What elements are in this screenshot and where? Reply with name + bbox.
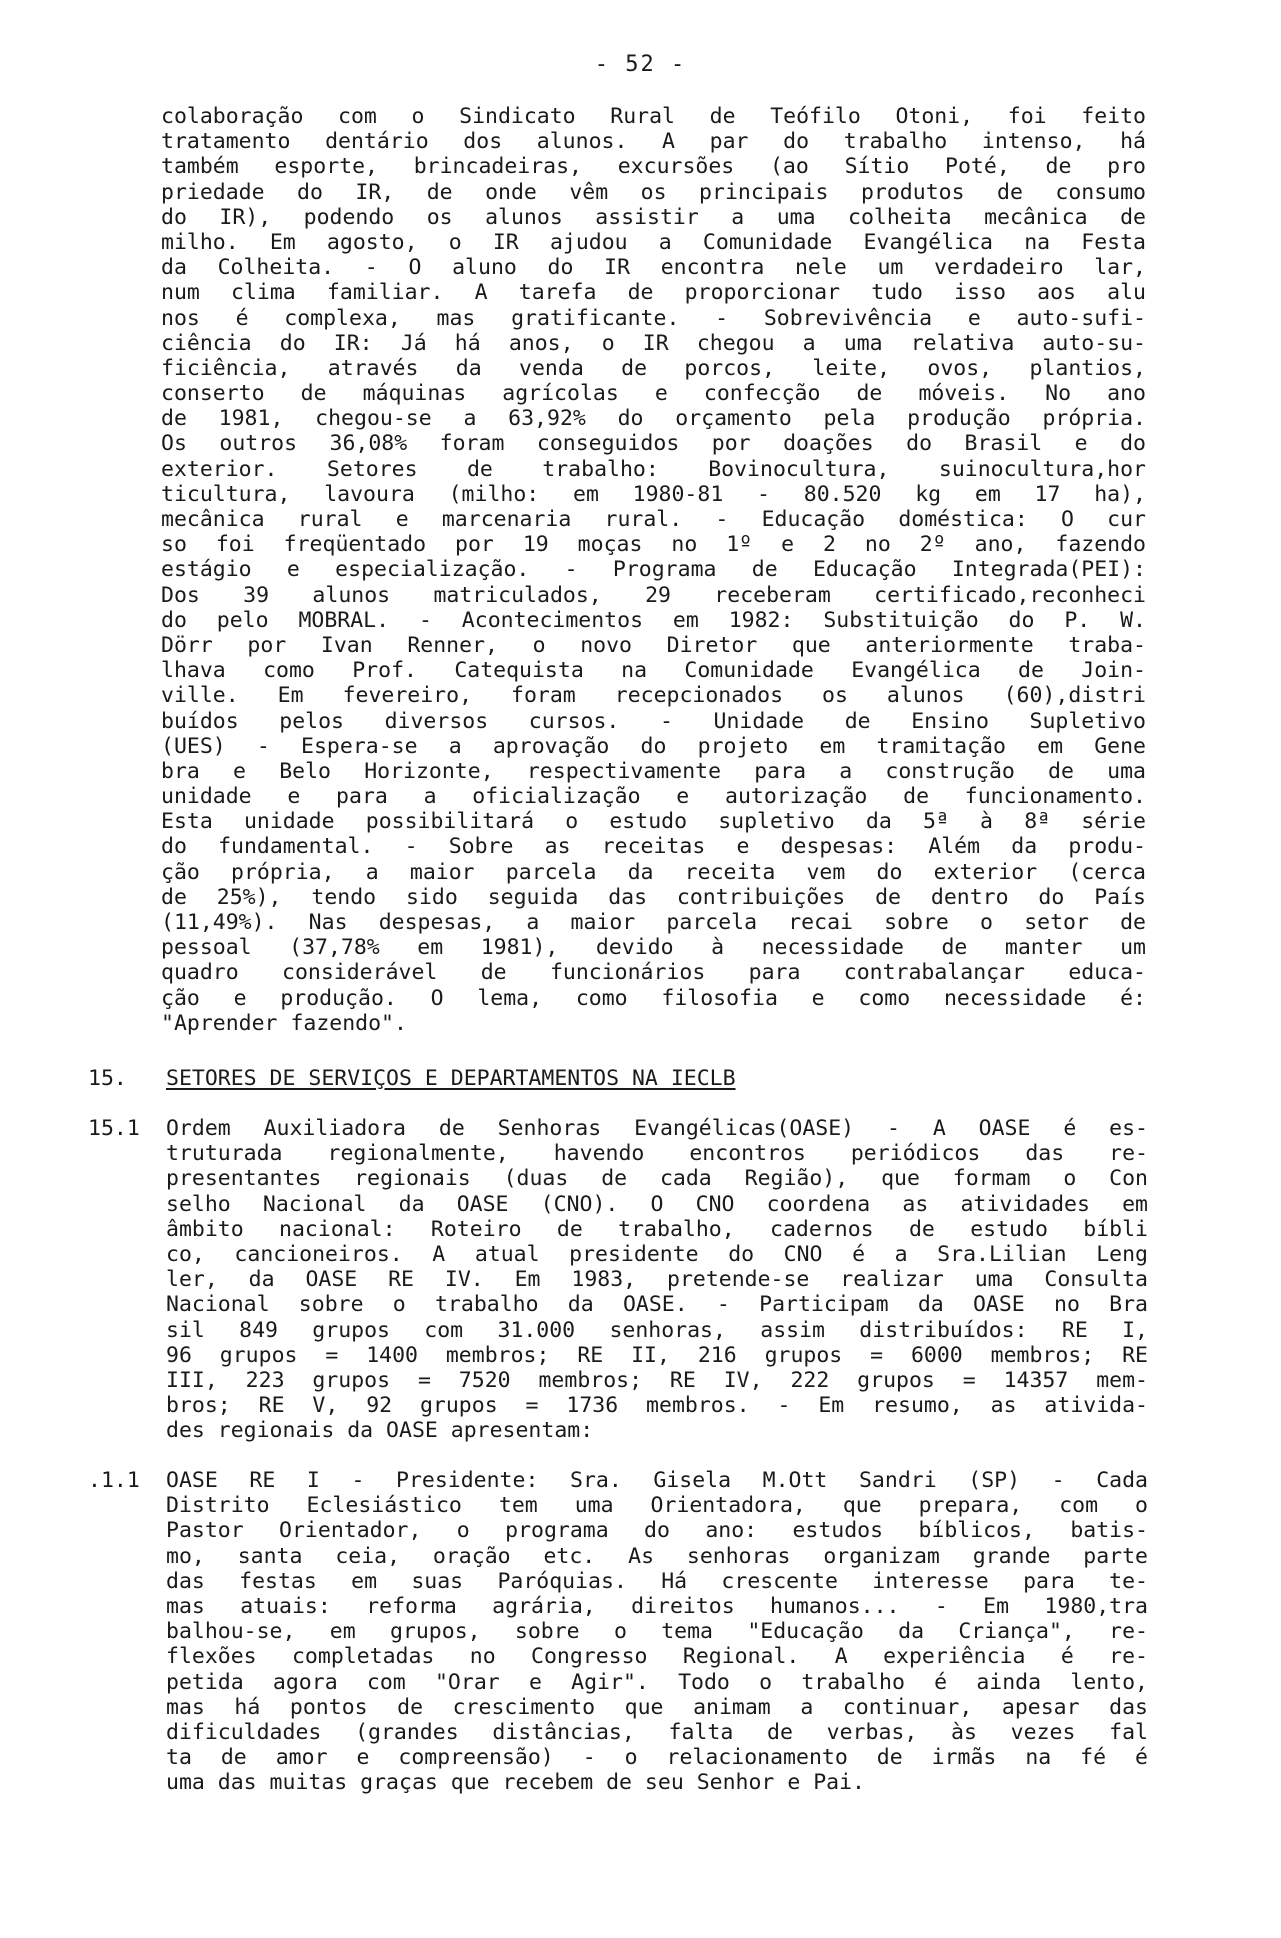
- text-line: da Colheita. - O aluno do IR encontra nele um verdadeiro lar,: [161, 255, 1146, 281]
- text-line: mas atuais: reforma agrária, direitos humanos... - Em 1980,tra: [166, 1593, 1148, 1619]
- text-line: (UES) - Espera-se a aprovação do projeto em tramitação em Gene: [161, 733, 1146, 759]
- text-line: ção e produção. O lema, como filosofia e como necessidade é:: [161, 985, 1146, 1011]
- text-line: tratamento dentário dos alunos. A par do trabalho intenso, há: [161, 129, 1146, 155]
- text-line: mas há pontos de crescimento que animam a continuar, apesar das: [166, 1694, 1148, 1720]
- text-line: Esta unidade possibilitará o estudo supletivo da 5ª à 8ª série: [161, 809, 1146, 835]
- text-line: ciência do IR: Já há anos, o IR chegou a uma relativa auto-su-: [161, 330, 1146, 356]
- text-line: ficiência, através da venda de porcos, leite, ovos, plantios,: [161, 355, 1146, 381]
- text-line: de 25%), tendo sido seguida das contribuições de dentro do País: [161, 884, 1146, 910]
- text-line: ler, da OASE RE IV. Em 1983, pretende-se realizar uma Consulta: [166, 1267, 1148, 1293]
- text-line: Pastor Orientador, o programa do ano: estudos bíblicos, batis-: [166, 1518, 1148, 1544]
- text-line: quadro considerável de funcionários para contrabalançar educa-: [161, 960, 1146, 986]
- text-line: bra e Belo Horizonte, respectivamente para a construção de uma: [161, 758, 1146, 784]
- text-line: Ordem Auxiliadora de Senhoras Evangélicas(OASE) - A OASE é es-: [166, 1116, 1148, 1141]
- text-line: ville. Em fevereiro, foram recepcionados os alunos (60),distri: [161, 683, 1146, 709]
- text-line: âmbito nacional: Roteiro de trabalho, cadernos de estudo bíbli: [166, 1216, 1148, 1242]
- text-line: unidade e para a oficialização e autorização de funcionamento.: [161, 784, 1146, 810]
- text-line: balhou-se, em grupos, sobre o tema "Educação da Criança", re-: [166, 1619, 1148, 1645]
- section-title: SETORES DE SERVIÇOS E DEPARTAMENTOS NA IECLB: [166, 1066, 736, 1091]
- text-line: num clima familiar. A tarefa de proporcionar tudo isso aos alu: [161, 280, 1146, 306]
- page-number: - 52 -: [594, 52, 687, 77]
- text-line: (11,49%). Nas despesas, a maior parcela recai sobre o setor de: [161, 910, 1146, 935]
- text-line: des regionais da OASE apresentam:: [166, 1418, 594, 1444]
- text-line: milho. Em agosto, o IR ajudou a Comunidade Evangélica na Festa: [161, 229, 1146, 255]
- text-line: do pelo MOBRAL. - Acontecimentos em 1982: Substituição do P. W.: [161, 607, 1146, 633]
- text-line: co, cancioneiros. A atual presidente do CNO é a Sra.Lilian Leng: [166, 1241, 1148, 1267]
- text-line: de 1981, chegou-se a 63,92% do orçamento pela produção própria.: [161, 406, 1146, 432]
- text-line: mo, santa ceia, oração etc. As senhoras organizam grande parte: [166, 1543, 1148, 1569]
- text-line: mecânica rural e marcenaria rural. - Educação doméstica: O cur: [161, 507, 1146, 532]
- text-line: do fundamental. - Sobre as receitas e despesas: Além da produ-: [161, 834, 1146, 860]
- text-line: uma das muitas graças que recebem de seu Senhor e Pai.: [166, 1770, 865, 1796]
- text-line: ção própria, a maior parcela da receita vem do exterior (cerca: [161, 859, 1146, 885]
- text-line: III, 223 grupos = 7520 membros; RE IV, 222 grupos = 14357 mem-: [166, 1367, 1148, 1393]
- text-line: do IR), podendo os alunos assistir a uma colheita mecânica de: [161, 204, 1146, 230]
- text-line: dificuldades (grandes distâncias, falta de verbas, às vezes fal: [166, 1719, 1148, 1745]
- text-line: Dos 39 alunos matriculados, 29 receberam certificado,reconheci: [161, 582, 1146, 608]
- text-line: OASE RE I - Presidente: Sra. Gisela M.Ott Sandri (SP) - Cada: [166, 1468, 1148, 1493]
- text-line: nos é complexa, mas gratificante. - Sobrevivência e auto-sufi-: [161, 305, 1146, 331]
- section-15-heading: [0, 1066, 1281, 1092]
- text-line: também esporte, brincadeiras, excursões (ao Sítio Poté, de pro: [161, 154, 1146, 180]
- section-15-1-1-paragraph: [166, 1468, 1148, 1795]
- text-line: ticultura, lavoura (milho: em 1980-81 - 80.520 kg em 17 ha),: [161, 481, 1146, 507]
- section-15-1-paragraph: [166, 1116, 1148, 1443]
- intro-paragraph: [161, 104, 1146, 1036]
- section-15-1-1-number-wrap: [88, 1468, 158, 1494]
- section-number: 15.1: [88, 1116, 140, 1141]
- text-line: flexões completadas no Congresso Regional. A experiência é re-: [166, 1644, 1148, 1670]
- text-line: das festas em suas Paróquias. Há crescente interesse para te-: [166, 1568, 1148, 1594]
- text-line: exterior. Setores de trabalho: Bovinocultura, suinocultura,hor: [161, 456, 1146, 482]
- text-line: conserto de máquinas agrícolas e confecção de móveis. No ano: [161, 381, 1146, 407]
- text-line: colaboração com o Sindicato Rural de Teófilo Otoni, foi feito: [161, 104, 1146, 129]
- text-line: sil 849 grupos com 31.000 senhoras, assim distribuídos: RE I,: [166, 1317, 1148, 1343]
- text-line: Nacional sobre o trabalho da OASE. - Participam da OASE no Bra: [166, 1292, 1148, 1318]
- text-line: buídos pelos diversos cursos. - Unidade de Ensino Supletivo: [161, 708, 1146, 734]
- section-number: 15.: [88, 1066, 127, 1091]
- text-line: "Aprender fazendo".: [161, 1010, 407, 1036]
- text-line: presentantes regionais (duas de cada Região), que formam o Con: [166, 1166, 1148, 1192]
- text-line: truturada regionalmente, havendo encontros periódicos das re-: [166, 1141, 1148, 1167]
- text-line: Os outros 36,08% foram conseguidos por doações do Brasil e do: [161, 431, 1146, 457]
- text-line: bros; RE V, 92 grupos = 1736 membros. - Em resumo, as ativida-: [166, 1393, 1148, 1419]
- text-line: ta de amor e compreensão) - o relacionamento de irmãs na fé é: [166, 1745, 1148, 1771]
- text-line: petida agora com "Orar e Agir". Todo o trabalho é ainda lento,: [166, 1669, 1148, 1695]
- text-line: pessoal (37,78% em 1981), devido à necessidade de manter um: [161, 935, 1146, 961]
- section-15-1-number-wrap: [88, 1116, 158, 1142]
- text-line: Dörr por Ivan Renner, o novo Diretor que anteriormente traba-: [161, 632, 1146, 658]
- text-line: lhava como Prof. Catequista na Comunidade Evangélica de Join-: [161, 658, 1146, 684]
- text-line: priedade do IR, de onde vêm os principais produtos de consumo: [161, 179, 1146, 205]
- text-line: selho Nacional da OASE (CNO). O CNO coordena as atividades em: [166, 1191, 1148, 1217]
- section-number: .1.1: [88, 1468, 140, 1493]
- text-line: so foi freqüentado por 19 moças no 1º e 2 no 2º ano, fazendo: [161, 532, 1146, 558]
- text-line: 96 grupos = 1400 membros; RE II, 216 grupos = 6000 membros; RE: [166, 1342, 1148, 1368]
- text-line: Distrito Eclesiástico tem uma Orientadora, que prepara, com o: [166, 1493, 1148, 1519]
- text-line: estágio e especialização. - Programa de Educação Integrada(PEI):: [161, 557, 1146, 583]
